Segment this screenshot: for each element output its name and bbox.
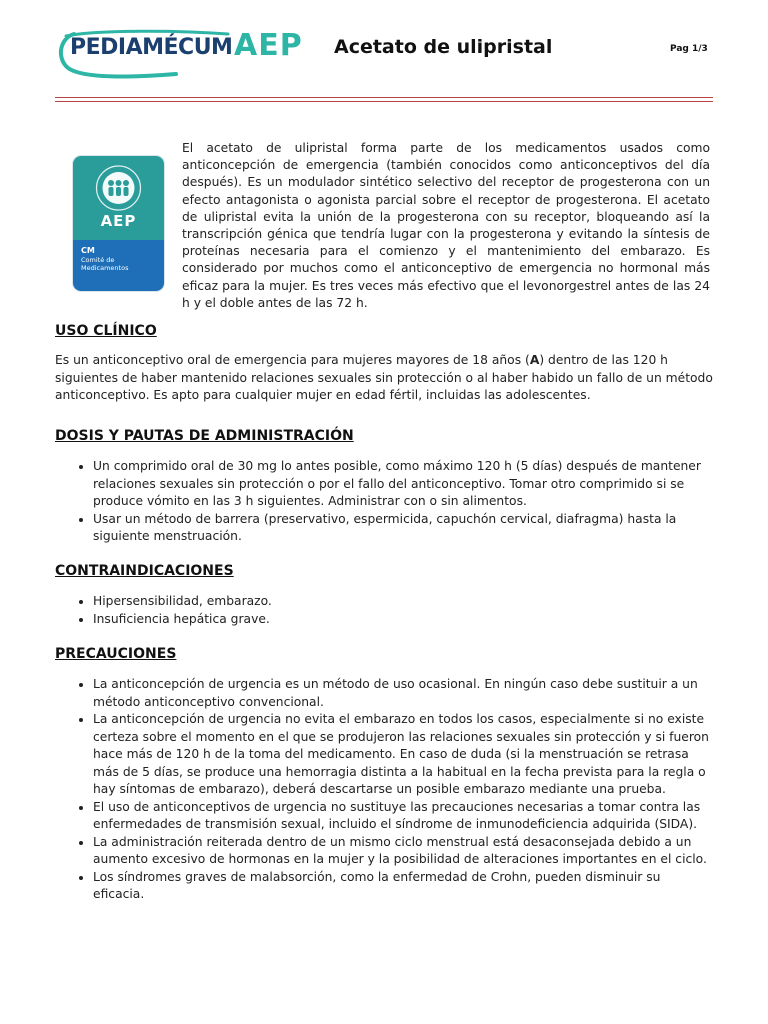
evidence-grade: A <box>529 353 540 367</box>
badge-bottom-panel <box>73 240 164 291</box>
list-item: • Los síndromes graves de malabsorción, como la enfermedad de Crohn, pueden disminuir su eficacia. <box>93 869 715 904</box>
section-contraindicaciones <box>55 563 715 628</box>
list-item: • La anticoncepción de urgencia es un método de uso ocasional. En ningún caso debe sustituir a un método anticonceptivo convencional. <box>93 676 715 711</box>
badge-aep-label: AEP <box>100 212 137 230</box>
list-item: • Hipersensibilidad, embarazo. <box>93 593 715 611</box>
badge-subtitle: Comité de Medicamentos <box>81 256 129 272</box>
heading-contraindicaciones: CONTRAINDICACIONES <box>55 563 234 579</box>
badge-top-panel <box>73 156 164 240</box>
list-item: • Insuficiencia hepática grave. <box>93 611 715 629</box>
aep-committee-badge <box>73 156 164 291</box>
list-item: • Usar un método de barrera (preservativo, espermicida, capuchón cervical, diafragma) hasta la siguiente menstruación. <box>93 511 715 546</box>
section-dosis <box>55 428 715 546</box>
heading-dosis: DOSIS Y PAUTAS DE ADMINISTRACIÓN <box>55 428 354 444</box>
list-item: • La anticoncepción de urgencia no evita el embarazo en todos los casos, especialmente si no existe certeza sobre el momento en el que se produjeron las relaciones sexuales sin protección y si fueron hace más de 120 h de la toma del medicamento. En caso de duda (si la menstruación se retrasa más de 5 días, se produce una hemorragia distinta a la habitual en la fecha prevista para la regla o hay síntomas de embarazo), deberá descartarse un posible embarazo mediante una prueba. <box>93 711 715 799</box>
precauciones-list <box>55 676 715 904</box>
pediamecum-logo <box>56 28 306 80</box>
heading-precauciones: PRECAUCIONES <box>55 646 177 662</box>
list-item: • El uso de anticonceptivos de urgencia no sustituye las precauciones necesarias a tomar contra las enfermedades de transmisión sexual, incluido el síndrome de inmunodeficiencia adquirida (SIDA). <box>93 799 715 834</box>
badge-cm-label: CM <box>81 246 95 255</box>
heading-uso-clinico: USO CLÍNICO <box>55 323 157 339</box>
intro-paragraph: El acetato de ulipristal forma parte de los medicamentos usados como anticoncepción de emergencia (también conocidos como anticonceptivos del día después). Es un modulador sintético selectivo del receptor de progesterona con un efecto antagonista o agonista parcial sobre el receptor de progesterona. El acetato de ulipristal evita la unión de la progesterona con su receptor, bloqueando así la transcripción génica que tendría lugar con la progesterona y evitando la síntesis de proteínas necesaria para el comienzo y el mantenimiento del embarazo. Es considerado por muchos como el anticonceptivo de emergencia no hormonal más eficaz para la mujer. Es tres veces más efectivo que el levonorgestrel antes de las 24 h y el doble antes de las 72 h. <box>182 141 710 310</box>
document-title: Acetato de ulipristal <box>334 36 553 58</box>
uso-clinico-text-end: ) dentro de las 120 h siguientes de haber mantenido relaciones sexuales sin protección o al haber habido un fallo de un método anticonceptivo. Es apto para cualquier mujer en edad fértil, incluidas las adolescentes. <box>55 353 713 402</box>
header-rule-bottom <box>55 101 713 102</box>
uso-clinico-text-start: Es un anticonceptivo oral de emergencia para mujeres mayores de 18 años ( <box>55 353 530 367</box>
header-rule-top <box>55 97 713 98</box>
page-header <box>0 0 768 105</box>
contraindicaciones-list <box>55 593 715 628</box>
page-number: Pag 1/3 <box>670 44 708 54</box>
uso-clinico-text <box>55 352 715 405</box>
list-item: • La administración reiterada dentro de un mismo ciclo menstrual está desaconsejada debido a un aumento excesivo de hormonas en la mujer y la posibilidad de alteraciones importantes en el ciclo. <box>93 834 715 869</box>
dosis-list <box>55 458 715 546</box>
logo-text: PEDIAMÉCUM <box>70 35 233 60</box>
section-precauciones <box>55 646 715 904</box>
section-uso-clinico <box>55 323 715 405</box>
logo-aep: AEP <box>234 28 303 63</box>
list-item: • Un comprimido oral de 30 mg lo antes posible, como máximo 120 h (5 días) después de mantener relaciones sexuales sin protección o por el fallo del anticonceptivo. Tomar otro comprimido si se produce vómito en las 3 h siguientes. Administrar con o sin alimentos. <box>93 458 715 511</box>
